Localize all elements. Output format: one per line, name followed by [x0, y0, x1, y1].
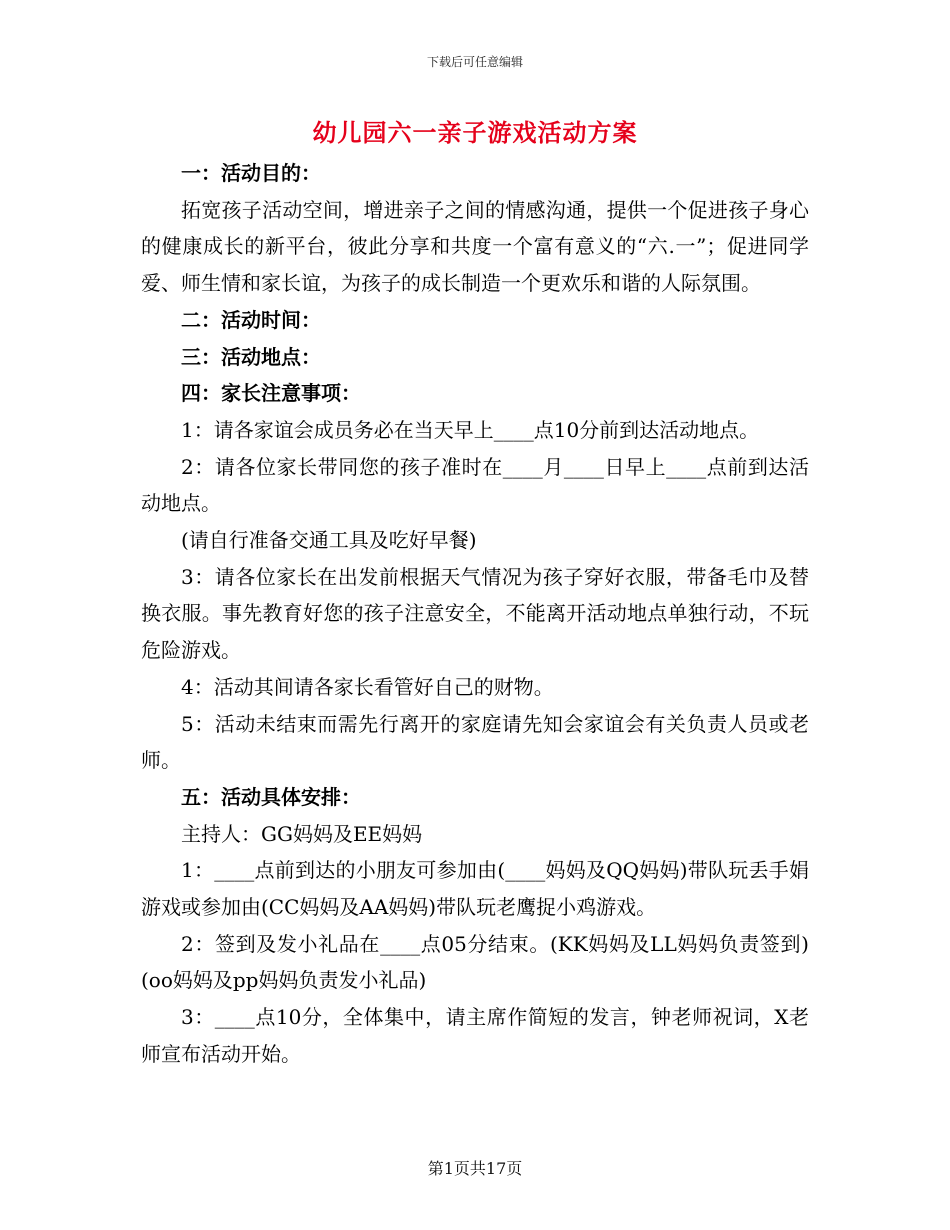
parent-note-5: 5：活动未结束而需先行离开的家庭请先知会家谊会有关负责人员或老师。: [141, 711, 809, 773]
document-title: 幼儿园六一亲子游戏活动方案: [312, 118, 638, 147]
schedule-host: 主持人：GG妈妈及EE妈妈: [181, 821, 423, 846]
parent-note-2: 2：请各位家长带同您的孩子准时在____月____日早上____点前到达活动地点。: [141, 454, 809, 516]
parent-note-3: 3：请各位家长在出发前根据天气情况为孩子穿好衣服，带备毛巾及替换衣服。事先教育好您的孩子注意安全，不能离开活动地点单独行动，不玩危险游戏。: [141, 564, 809, 663]
page-number: 第1页共17页: [427, 1159, 523, 1178]
section-heading-schedule: 五：活动具体安排：: [181, 784, 361, 809]
parent-note-1: 1：请各家谊会成员务必在当天早上____点10分前到达活动地点。: [181, 417, 760, 442]
section-heading-purpose: 一：活动目的：: [181, 161, 321, 185]
section-heading-location: 三：活动地点：: [181, 344, 321, 369]
parent-note-2-remark: (请自行准备交通工具及吃好早餐): [181, 528, 477, 553]
schedule-item-1: 1：____点前到达的小朋友可参加由(____妈妈及QQ妈妈)带队玩丢手娟游戏或参加由(CC妈妈及AA妈妈)带队玩老鹰捉小鸡游戏。: [141, 858, 809, 920]
section-heading-parent-notes: 四：家长注意事项：: [181, 381, 361, 406]
section-heading-time: 二：活动时间：: [181, 307, 321, 332]
parent-note-4: 4：活动其间请各家长看管好自己的财物。: [181, 674, 554, 699]
schedule-item-2: 2：签到及发小礼品在____点05分结束。(KK妈妈及LL妈妈负责签到)(oo妈妈及pp妈妈负责发小礼品): [141, 931, 809, 993]
schedule-item-3: 3：____点10分，全体集中，请主席作简短的发言，钟老师祝词，X老师宣布活动开始。: [141, 1005, 809, 1066]
header-note: 下载后可任意编辑: [426, 55, 523, 69]
document-body: [141, 155, 809, 1073]
purpose-paragraph: 拓宽孩子活动空间，增进亲子之间的情感沟通，提供一个促进孩子身心的健康成长的新平台，彼此分享和共度一个富有意义的“六.一”；促进同学爱、师生情和家长谊，为孩子的成长制造一个更欢乐和谐的人际氛围。: [141, 197, 809, 296]
